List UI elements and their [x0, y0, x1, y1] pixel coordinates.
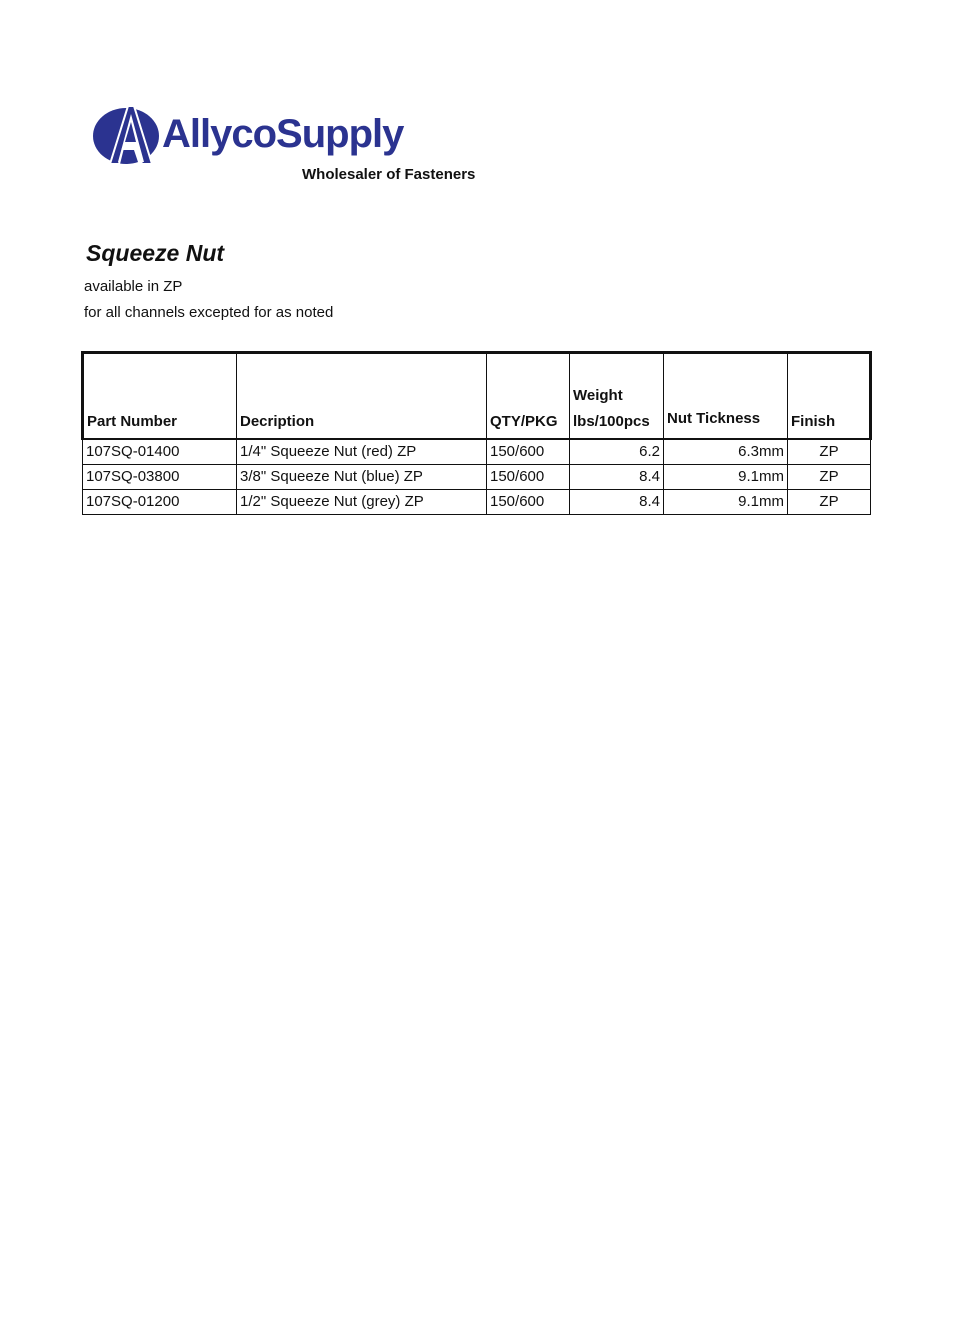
cell-description: 3/8" Squeeze Nut (blue) ZP: [237, 465, 487, 490]
header-finish: Finish: [788, 353, 871, 440]
header-nut-thickness: Nut Tickness: [664, 353, 788, 440]
product-title: Squeeze Nut: [86, 240, 225, 266]
cell-part-number: 107SQ-01200: [83, 490, 237, 515]
cell-qty-pkg: 150/600: [487, 439, 570, 465]
cell-finish: ZP: [788, 439, 871, 465]
cell-thickness: 9.1mm: [664, 490, 788, 515]
header-qty-pkg: QTY/PKG: [487, 353, 570, 440]
availability-note: available in ZP: [84, 278, 183, 295]
header-part-number: Part Number: [83, 353, 237, 440]
cell-thickness: 9.1mm: [664, 465, 788, 490]
cell-description: 1/4" Squeeze Nut (red) ZP: [237, 439, 487, 465]
company-logo: [92, 96, 512, 192]
cell-finish: ZP: [788, 465, 871, 490]
product-table: [81, 351, 872, 515]
header-weight-line1: Weight: [573, 387, 623, 404]
cell-qty-pkg: 150/600: [487, 490, 570, 515]
cell-finish: ZP: [788, 490, 871, 515]
logo-tagline: Wholesaler of Fasteners: [302, 166, 476, 183]
cell-weight: 8.4: [570, 490, 664, 515]
cell-part-number: 107SQ-01400: [83, 439, 237, 465]
table-row: [83, 490, 871, 515]
header-weight: [570, 353, 664, 440]
table-row: [83, 465, 871, 490]
header-weight-line2: lbs/100pcs: [573, 413, 650, 430]
cell-description: 1/2" Squeeze Nut (grey) ZP: [237, 490, 487, 515]
table-row: [83, 439, 871, 465]
header-description: Decription: [237, 353, 487, 440]
cell-part-number: 107SQ-03800: [83, 465, 237, 490]
table-header-row: [83, 353, 871, 440]
cell-thickness: 6.3mm: [664, 439, 788, 465]
allyco-a-logo-icon: [92, 102, 164, 166]
channels-note: for all channels excepted for as noted: [84, 304, 334, 321]
logo-wordmark: AllycoSupply: [162, 112, 404, 156]
cell-weight: 6.2: [570, 439, 664, 465]
cell-qty-pkg: 150/600: [487, 465, 570, 490]
cell-weight: 8.4: [570, 465, 664, 490]
